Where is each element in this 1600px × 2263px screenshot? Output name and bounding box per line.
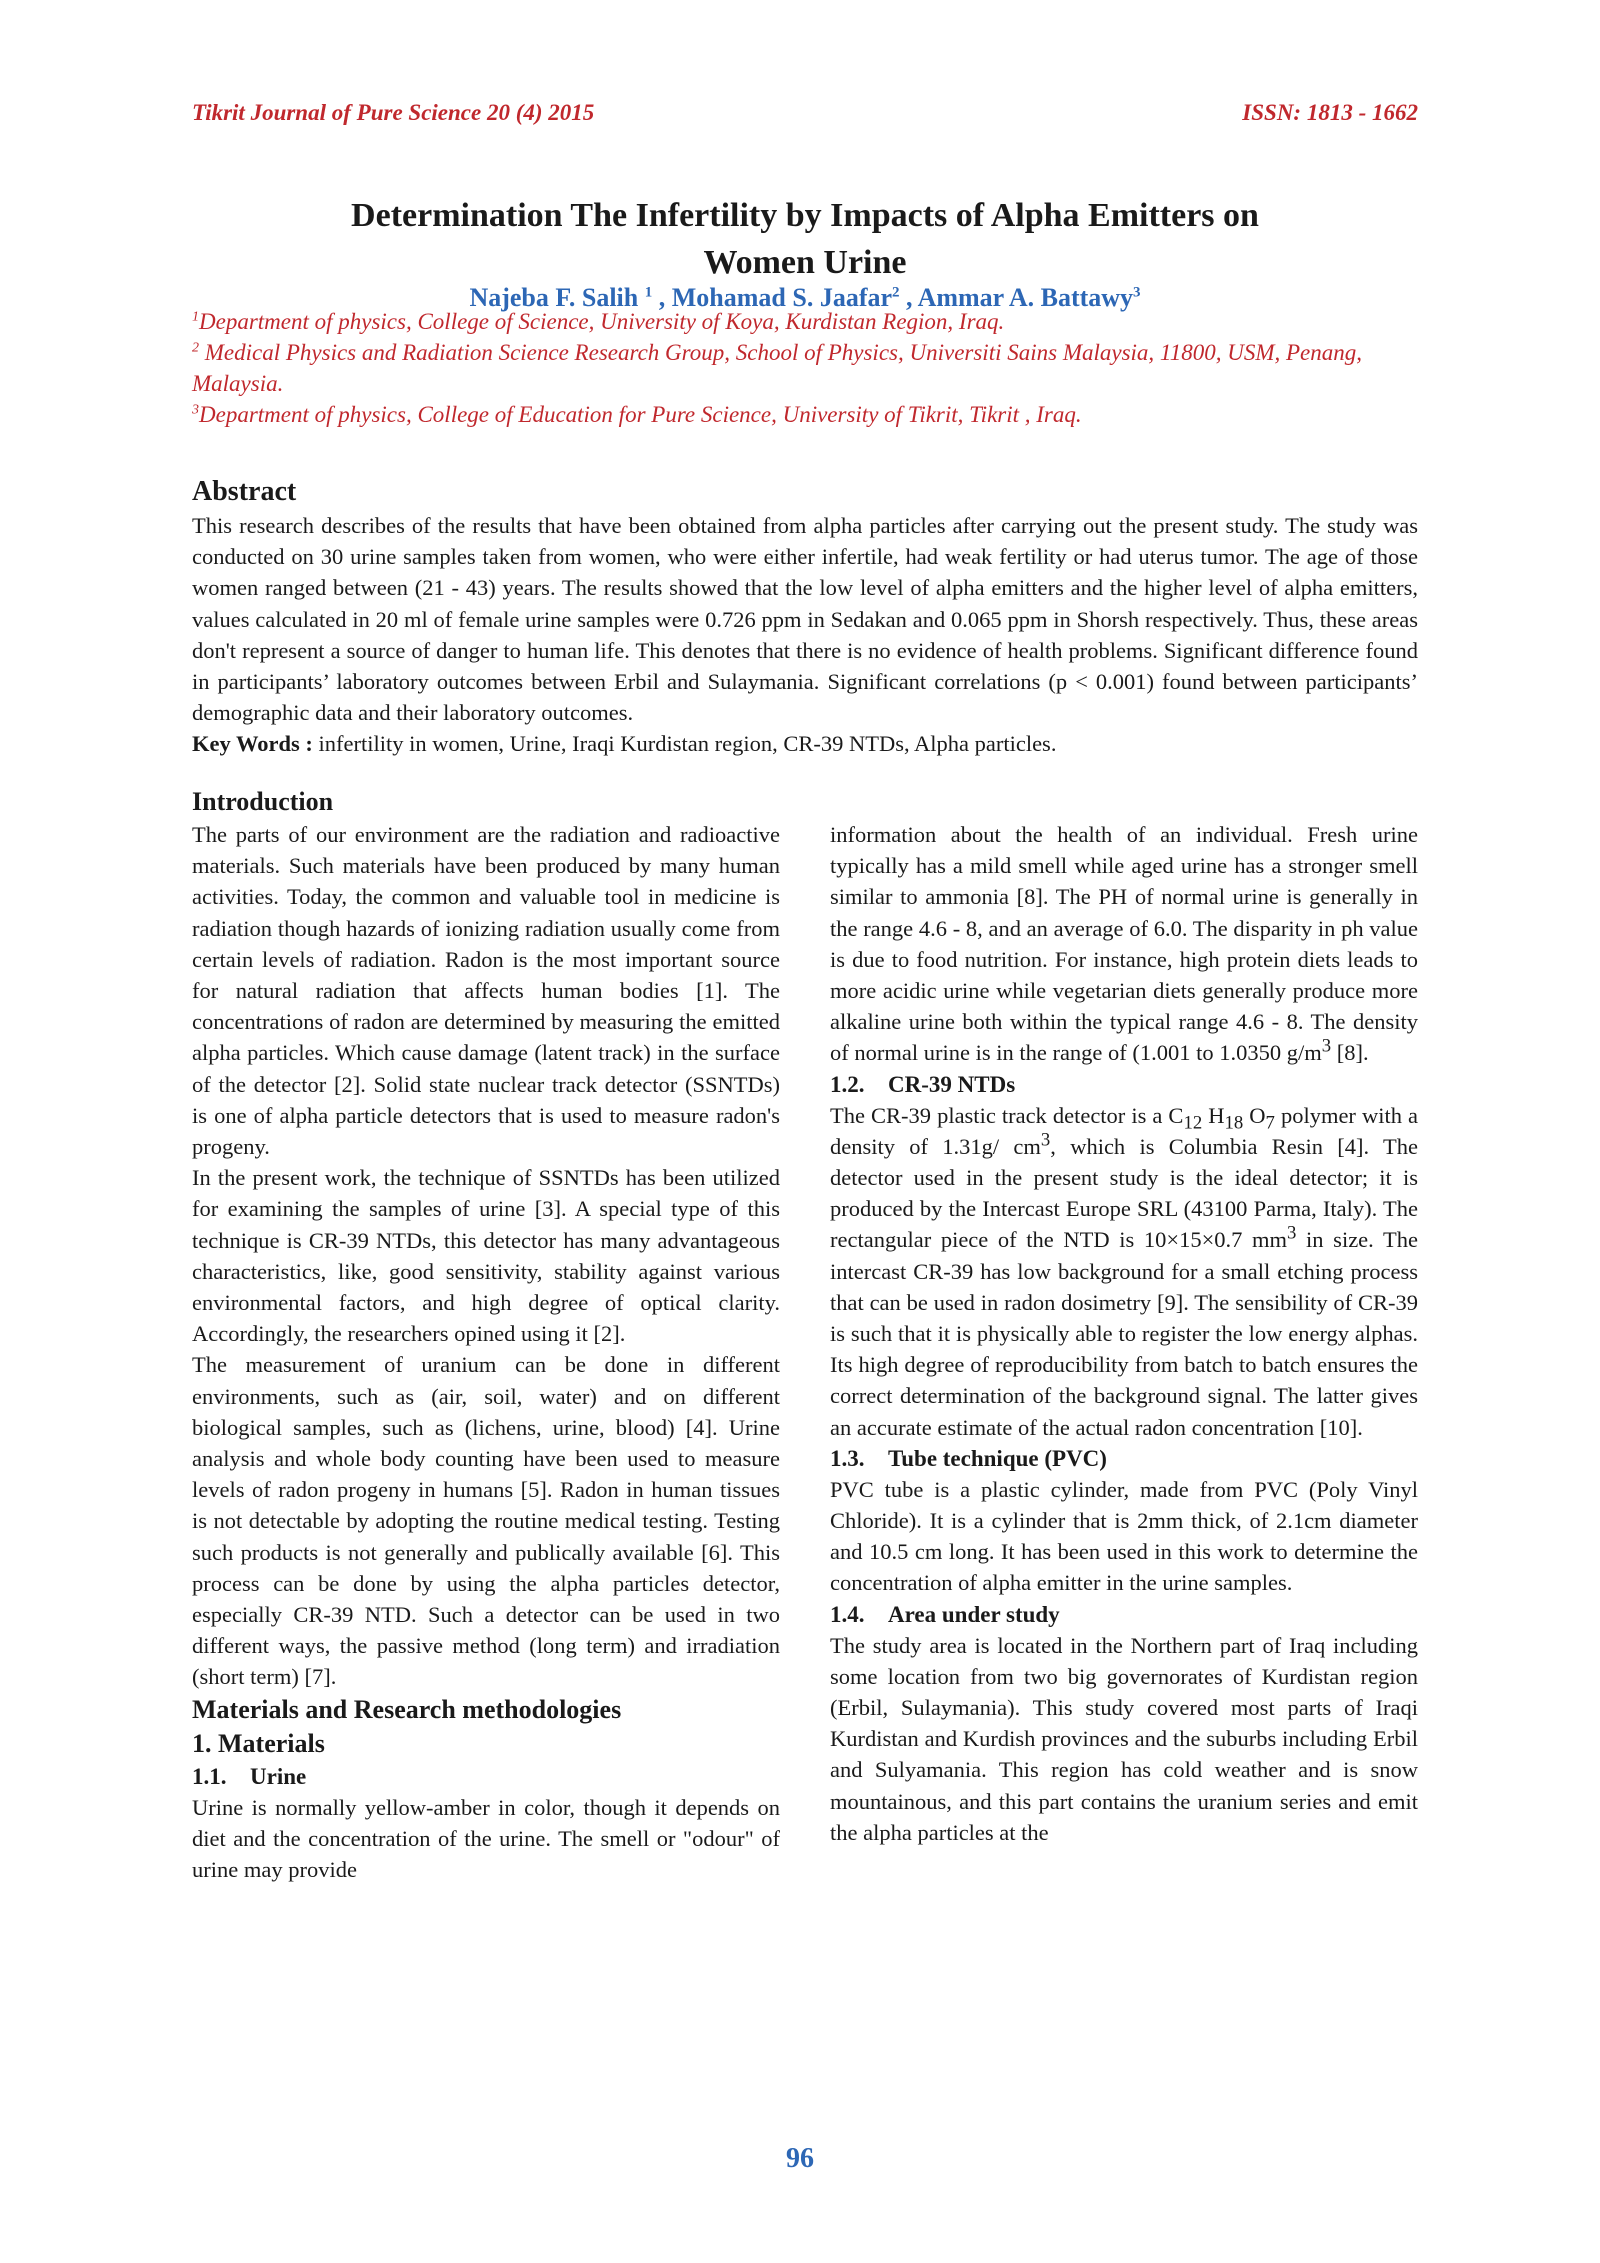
text-run: O xyxy=(1243,1102,1266,1128)
affil-mark: 3 xyxy=(192,402,199,418)
text-run: , which is Columbia Resin [4]. The detector used in the present study is the ideal detector; it is produced by the Intercast Europe SRL (43100 Parma, Italy). The rectangular piece of the NTD is 10×15×0.7 mm xyxy=(830,1133,1418,1253)
paragraph: The parts of our environment are the radiation and radioactive materials. Such materials have been produced by many human activities. Today, the common and valuable tool in medicine is radiation though hazards of ionizing radiation usually come from certain levels of radiation. Radon is the most important source for natural radiation that affects human bodies [1]. The concentrations of radon are determined by measuring the emitted alpha particles. Which cause damage (latent track) in the surface of the detector [2]. Solid state nuclear track detector (SSNTDs) is one of alpha particle detectors that is used to measure radon's progeny. xyxy=(192,822,780,1160)
title-line-2: Women Urine xyxy=(703,244,907,281)
page-number: 96 xyxy=(786,2143,814,2174)
text-run: The CR-39 plastic track detector is a C xyxy=(830,1102,1184,1128)
paragraph: The study area is located in the Northern part of Iraq including some location from two big governorates of Kurdistan region (Erbil, Sulaymania). This study covered most parts of Iraqi Kurdistan and Kurdish provinces and the suburbs including Erbil and Sulyamania. This region has cold weather and is snow mountainous, and this part contains the uranium series and emit the alpha particles at the xyxy=(830,1632,1418,1845)
subsection-number: 1.4. xyxy=(830,1601,865,1627)
title-line-1: Determination The Infertility by Impacts of Alpha Emitters on xyxy=(351,197,1259,234)
author-name: Ammar A. Battawy xyxy=(917,283,1134,312)
affil-mark: 1 xyxy=(192,309,199,325)
section-heading-introduction: Introduction xyxy=(192,787,334,816)
paragraph: In the present work, the technique of SSNTDs has been utilized for examining the samples of urine [3]. A special type of this technique is CR-39 NTDs, this detector has many advantageous characteristics, like, good sensitivity, stability against various environmental factors, and high degree of optical clarity. Accordingly, the researchers opined using it [2]. xyxy=(192,1165,780,1347)
issn: ISSN: 1813 - 1662 xyxy=(1242,100,1418,125)
section-heading-materials: 1. Materials xyxy=(192,1728,325,1758)
subsection-title: CR-39 NTDs xyxy=(888,1071,1016,1097)
author-affil-mark: 2 xyxy=(892,284,900,301)
affil-text: Medical Physics and Radiation Science Research Group, School of Physics, Universiti Sains Malaysia, 11800, USM, Penang, Malaysia. xyxy=(192,340,1362,396)
paragraph xyxy=(830,819,1418,1069)
subscript: 7 xyxy=(1265,1112,1275,1134)
author-affil-mark: 3 xyxy=(1133,284,1141,301)
subsection-heading-area xyxy=(830,1599,1418,1630)
affiliation xyxy=(192,399,1418,430)
text-run: in size. The intercast CR-39 has low background for a small etching process that can be used in radon dosimetry [9]. The sensibility of CR-39 is such that it is physically able to register the low energy alphas. Its high degree of reproducibility from batch to batch ensures the correct determination of the background signal. The latter gives an accurate estimate of the actual radon concentration [10]. xyxy=(830,1227,1418,1440)
paragraph: PVC tube is a plastic cylinder, made from PVC (Poly Vinyl Chloride). It is a cylinder that is 2mm thick, of 2.1cm diameter and 10.5 cm long. It has been used in this work to determine the concentration of alpha emitter in the urine samples. xyxy=(830,1476,1418,1596)
author-name: Najeba F. Salih xyxy=(469,283,639,312)
paper-title xyxy=(192,192,1418,286)
subsection-heading-cr39 xyxy=(830,1069,1418,1100)
text-run: information about the health of an individual. Fresh urine typically has a mild smell while aged urine has a stronger smell similar to ammonia [8]. The PH of normal urine is generally in the range 4.6 - 8, and an average of 6.0. The disparity in ph value is due to food nutrition. For instance, high protein diets leads to more acidic urine while vegetarian diets generally produce more alkaline urine both within the typical range 4.6 - 8. The density of normal urine is in the range of (1.001 to 1.0350 g/m xyxy=(830,822,1418,1066)
keywords-text: infertility in women, Urine, Iraqi Kurdistan region, CR-39 NTDs, Alpha particles. xyxy=(312,731,1057,757)
subsection-heading-pvc xyxy=(830,1443,1418,1474)
affil-text: Department of physics, College of Science, University of Koya, Kurdistan Region, Iraq. xyxy=(199,309,1005,334)
keywords xyxy=(192,728,1418,759)
affiliation xyxy=(192,337,1418,399)
affiliation xyxy=(192,306,1418,337)
text-run: [8]. xyxy=(1331,1040,1369,1066)
running-head xyxy=(192,100,1418,126)
author-affil-mark: 1 xyxy=(644,284,653,301)
text-run: polymer with a density of 1.31g/ cm xyxy=(830,1102,1418,1159)
subscript: 12 xyxy=(1183,1112,1203,1134)
affiliations xyxy=(192,306,1418,430)
paragraph: The measurement of uranium can be done in different environments, such as (air, soil, water) and on different biological samples, such as (lichens, urine, blood) [4]. Urine analysis and whole body counting have been used to measure levels of radon progeny in humans [5]. Radon in human tissues is not detectable by adopting the routine medical testing. Testing such products is not generally and publically available [6]. This process can be done by using the alpha particles detector, especially CR-39 NTD. Such a detector can be used in two different ways, the passive method (long term) and irradiation (short term) [7]. xyxy=(192,1352,780,1690)
subscript: 18 xyxy=(1224,1112,1244,1134)
abstract xyxy=(192,474,1418,760)
subsection-title: Tube technique (PVC) xyxy=(888,1445,1107,1471)
subsection-title: Urine xyxy=(250,1763,307,1789)
affil-text: Department of physics, College of Education for Pure Science, University of Tikrit, Tikrit , Iraq. xyxy=(199,402,1082,427)
paragraph: Urine is normally yellow-amber in color, though it depends on diet and the concentration of the urine. The smell or "odour" of urine may provide xyxy=(192,1794,780,1883)
left-column xyxy=(192,785,780,1885)
author-list: Najeba F. Salih $^1$ , Mohamad S. Jaafar$^2$ , Ammar A. Battawy$^3$ xyxy=(469,283,1141,312)
subsection-number: 1.1. xyxy=(192,1763,227,1789)
right-column xyxy=(830,819,1418,1848)
subsection-heading-urine xyxy=(192,1761,780,1792)
subsection-number: 1.2. xyxy=(830,1071,865,1097)
superscript: 3 xyxy=(1040,1129,1051,1151)
abstract-text: This research describes of the results that have been obtained from alpha particles after carrying out the present study. The study was conducted on 30 urine samples taken from women, who were either infertile, had weak fertility or had uterus tumor. The age of those women ranged between (21 - 43) years. The results showed that the low level of alpha emitters and the higher level of alpha emitters, values calculated in 20 ml of female urine samples were 0.726 ppm in Sedakan and 0.065 ppm in Shorsh respectively. Thus, these areas don't represent a source of danger to human life. This denotes that there is no evidence of health problems. Significant difference found in participants’ laboratory outcomes between Erbil and Sulaymania. Significant correlations (p < 0.001) found between participants’ demographic data and their laboratory outcomes. xyxy=(192,513,1418,726)
text-run: H xyxy=(1202,1102,1225,1128)
author-name: Mohamad S. Jaafar xyxy=(671,283,893,312)
subsection-title: Area under study xyxy=(888,1601,1060,1627)
section-heading-methods: Materials and Research methodologies xyxy=(192,1694,622,1724)
subsection-number: 1.3. xyxy=(830,1445,865,1471)
affil-mark: 2 xyxy=(192,340,199,356)
abstract-heading: Abstract xyxy=(192,476,297,507)
paragraph xyxy=(830,1100,1418,1443)
journal-name: Tikrit Journal of Pure Science 20 (4) 2015 xyxy=(192,100,595,125)
superscript: 3 xyxy=(1321,1035,1332,1057)
superscript: 3 xyxy=(1287,1222,1297,1244)
keywords-label: Key Words : xyxy=(192,731,313,757)
